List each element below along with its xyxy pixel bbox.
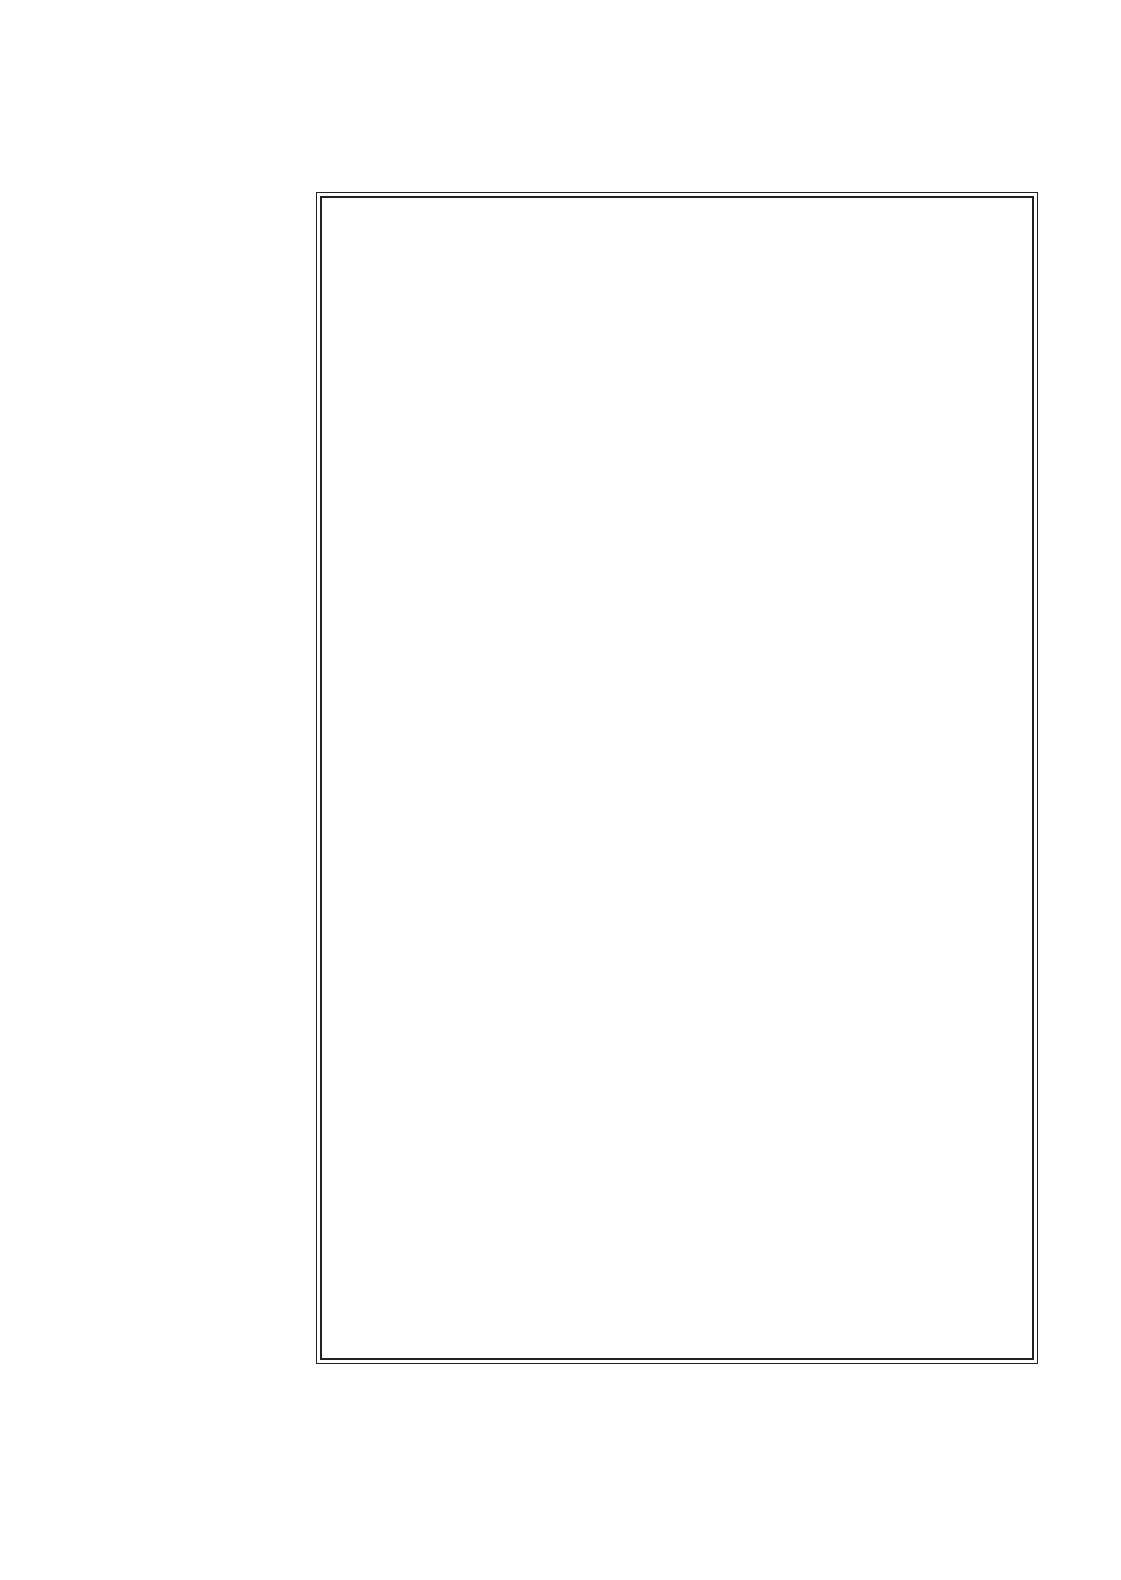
main-text-box xyxy=(320,196,1034,1360)
